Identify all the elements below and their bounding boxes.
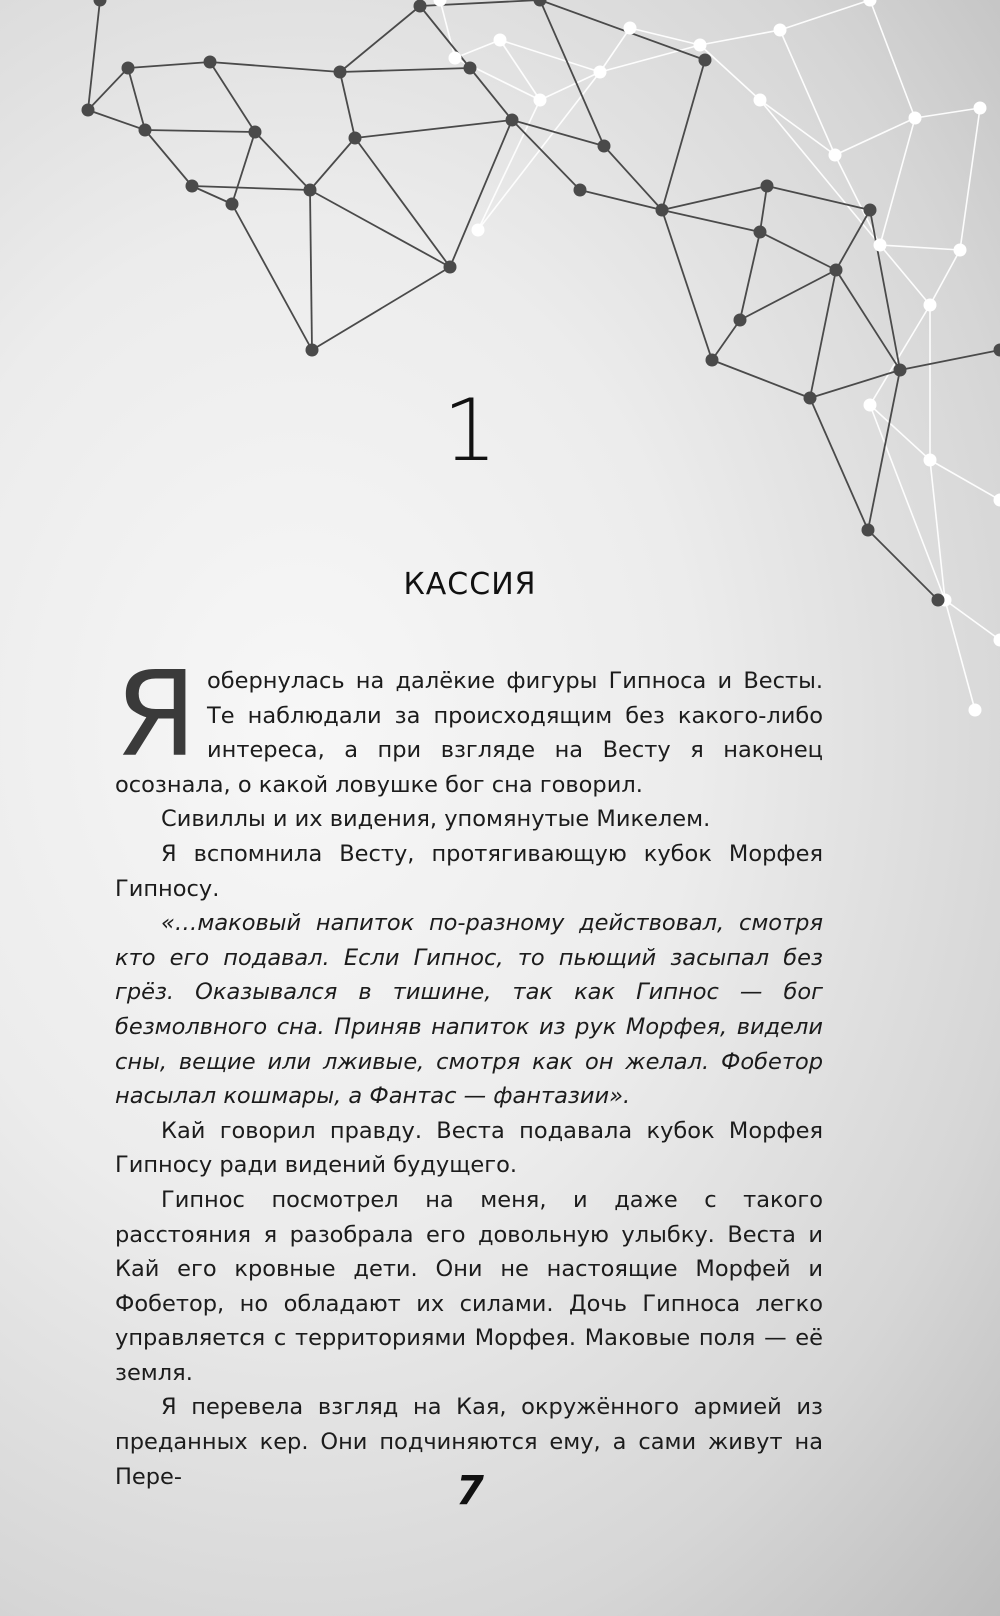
network-node <box>754 226 767 239</box>
network-node <box>924 299 937 312</box>
network-node <box>761 180 774 193</box>
network-line <box>210 62 340 72</box>
network-node <box>862 524 875 537</box>
network-node <box>830 264 843 277</box>
network-line <box>500 40 600 72</box>
paragraph-6: Гипнос посмотрел на меня, и даже с такого расстояния я разобрала его довольную улыбку. Веста и Кай его кровные дети. Они не настоящие Морфей и Фобетор, но обладают их силами. Дочь Гипноса легко управляется с территориями Морфея. Маковые поля — её земля. <box>115 1186 823 1386</box>
paragraph-2: Сивиллы и их видения, упомянутые Микелем. <box>161 806 711 833</box>
network-line <box>767 186 870 210</box>
network-node <box>472 224 485 237</box>
network-line <box>128 62 210 68</box>
network-line <box>88 110 145 130</box>
network-line <box>880 118 915 245</box>
network-line <box>440 0 455 58</box>
network-line <box>662 60 705 210</box>
network-node <box>594 66 607 79</box>
network-line <box>780 0 870 30</box>
network-line <box>740 232 760 320</box>
network-line <box>780 30 835 155</box>
network-node <box>706 354 719 367</box>
network-node <box>349 132 362 145</box>
network-line <box>740 270 836 320</box>
network-node <box>464 62 477 75</box>
network-line <box>340 68 470 72</box>
network-node <box>204 56 217 69</box>
network-node <box>694 39 707 52</box>
network-line <box>540 72 600 100</box>
network-line <box>712 320 740 360</box>
network-line <box>232 132 255 204</box>
network-node <box>249 126 262 139</box>
network-node <box>94 0 107 7</box>
network-node <box>754 94 767 107</box>
network-line <box>700 30 780 45</box>
network-line <box>880 245 930 305</box>
network-line <box>930 460 1000 500</box>
network-line <box>310 138 355 190</box>
network-node <box>506 114 519 127</box>
drop-cap: Я <box>115 645 197 783</box>
network-node <box>82 104 95 117</box>
network-line <box>900 350 1000 370</box>
network-node <box>954 244 967 257</box>
network-line <box>128 68 145 130</box>
network-line <box>192 186 310 190</box>
network-line <box>540 0 705 60</box>
network-node <box>864 0 877 7</box>
network-line <box>88 68 128 110</box>
network-line <box>455 40 500 58</box>
network-line <box>232 204 312 350</box>
network-line <box>604 146 662 210</box>
network-line <box>662 186 767 210</box>
network-node <box>574 184 587 197</box>
network-node <box>894 364 907 377</box>
network-node <box>122 62 135 75</box>
network-node <box>699 54 712 67</box>
quote-paragraph: «…маковый напиток по-разному действовал, смотря кто его подавал. Если Гипнос, то пьющий засыпал без грёз. Оказывался в тишине, так как Гипнос — бог безмолвного сна. Приняв напиток из рук Морфея, видели сны, вещие или лживые, смотря как он желал. Фобетор насылал кошмары, а Фантас — фантазии». <box>115 910 823 1110</box>
network-node <box>414 0 427 13</box>
network-line <box>340 6 420 72</box>
network-node <box>444 261 457 274</box>
network-line <box>662 210 760 232</box>
network-node <box>734 314 747 327</box>
network-line <box>810 270 836 398</box>
network-line <box>915 108 980 118</box>
network-node <box>186 180 199 193</box>
network-line <box>580 190 662 210</box>
network-node <box>449 52 462 65</box>
network-node <box>139 124 152 137</box>
network-node <box>624 22 637 35</box>
chapter-number: 1 <box>442 381 498 481</box>
network-line <box>355 138 450 267</box>
network-line <box>310 190 450 267</box>
chapter-text <box>115 645 823 1494</box>
paragraph-5: Кай говорил правду. Веста подавала кубок Морфея Гипносу ради видений будущего. <box>115 1117 823 1179</box>
network-line <box>835 118 915 155</box>
network-node <box>598 140 611 153</box>
network-node <box>656 204 669 217</box>
network-node <box>534 0 547 7</box>
network-line <box>450 120 512 267</box>
network-line <box>310 190 312 350</box>
network-node <box>334 66 347 79</box>
network-node <box>974 102 987 115</box>
network-line <box>355 120 512 138</box>
network-line <box>836 210 870 270</box>
network-node <box>534 94 547 107</box>
paragraph-7: Я перевела взгляд на Кая, окружённого армией из преданных кер. Они подчиняются ему, а сами живут на Пере- <box>115 1394 823 1490</box>
network-line <box>880 245 960 250</box>
network-line <box>960 108 980 250</box>
paragraph-1-text: обернулась на далёкие фигуры Гипноса и Весты. Те наблюдали за происходящим без какого-либо интереса, а при взгляде на Весту я наконец осознала, о какой ловушке бог сна говорил. <box>115 668 823 798</box>
network-line <box>192 186 232 204</box>
network-line <box>760 232 836 270</box>
network-line <box>870 0 915 118</box>
network-node <box>864 204 877 217</box>
network-node <box>304 184 317 197</box>
network-line <box>420 6 470 68</box>
network-node <box>306 344 319 357</box>
network-line <box>945 600 1000 640</box>
network-line <box>700 45 760 100</box>
network-node <box>969 704 982 717</box>
network-node <box>994 344 1000 357</box>
network-node <box>874 239 887 252</box>
paragraph-3: Я вспомнила Весту, протягивающую кубок Морфея Гипносу. <box>115 840 823 902</box>
page-number: 7 <box>456 1468 484 1514</box>
network-node <box>994 494 1000 507</box>
network-node <box>909 112 922 125</box>
constellation-network-decoration <box>0 0 1000 720</box>
network-line <box>255 132 310 190</box>
network-line <box>662 210 712 360</box>
paragraph-1 <box>115 645 823 802</box>
network-node <box>774 24 787 37</box>
network-line <box>312 267 450 350</box>
network-line <box>210 62 255 132</box>
network-line <box>930 250 960 305</box>
network-line <box>145 130 192 186</box>
network-line <box>340 72 355 138</box>
network-line <box>945 600 975 710</box>
network-node <box>829 149 842 162</box>
network-node <box>226 198 239 211</box>
network-node <box>494 34 507 47</box>
chapter-title: КАССИЯ <box>403 567 537 602</box>
network-line <box>145 130 255 132</box>
network-line <box>88 0 100 110</box>
network-line <box>760 186 767 232</box>
